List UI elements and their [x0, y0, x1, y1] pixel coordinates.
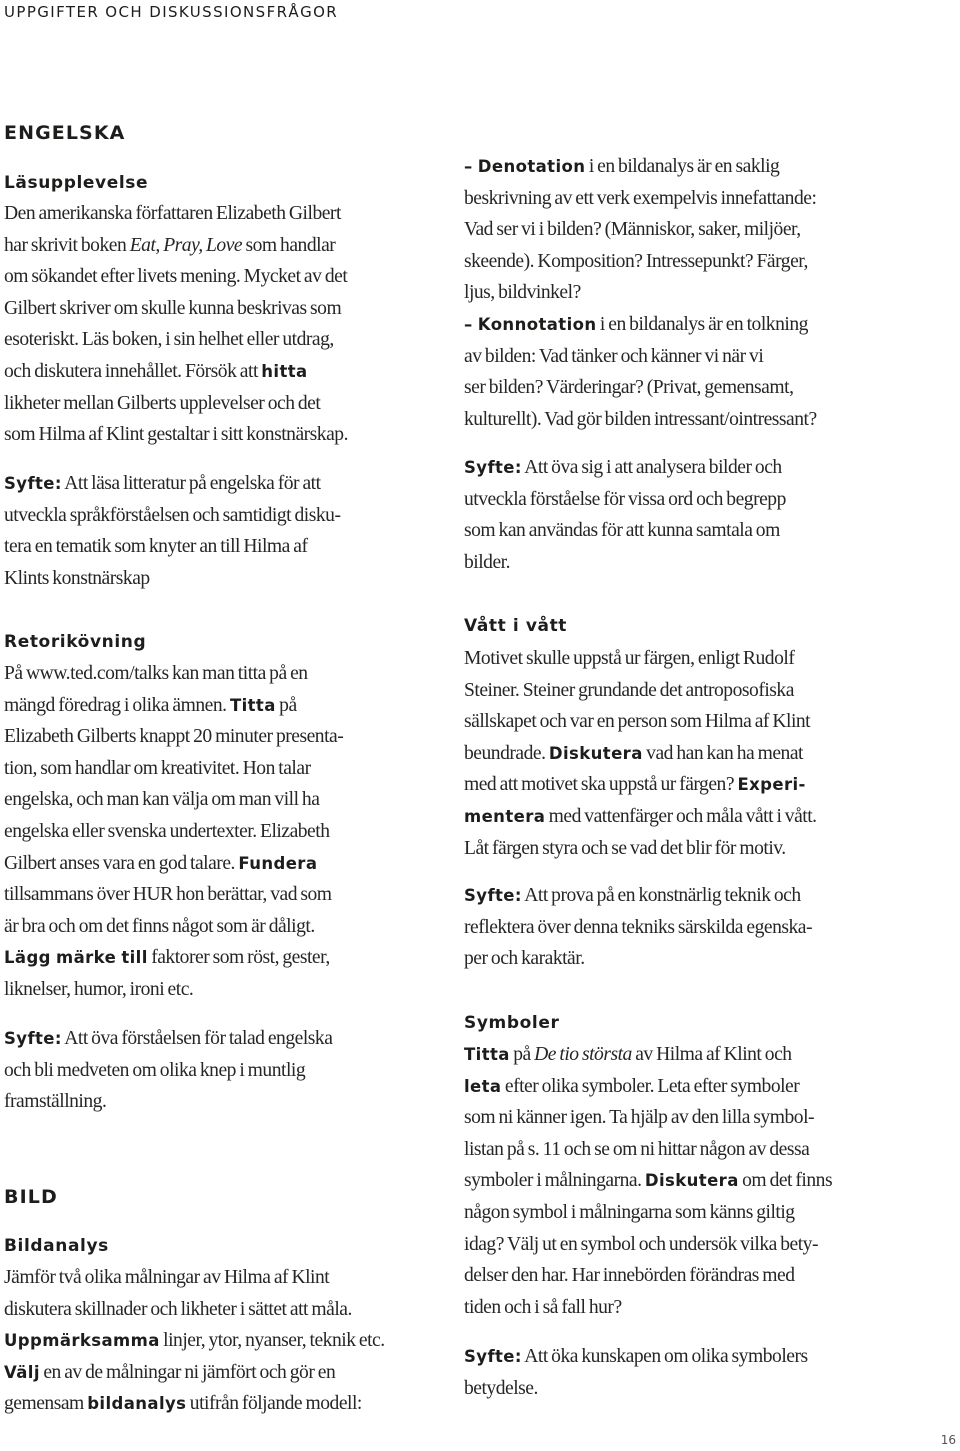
text-line: Låt färgen styra och se vad det blir för motiv.	[464, 837, 786, 859]
text-span: mängd föredrag i olika ämnen.	[4, 694, 230, 716]
text-line: ser bilden? Värderingar? (Privat, gemensamt,	[464, 377, 794, 399]
text-line: Motivet skulle uppstå ur färgen, enligt Rudolf	[464, 648, 795, 669]
text-line: som Hilma af Klint gestaltar i sitt konstnärskap.	[4, 424, 348, 446]
text-line: som kan användas för att kunna samtala om	[464, 520, 780, 542]
paragraph-syfte-2	[4, 1023, 434, 1118]
text-line: Elizabeth Gilberts knappt 20 minuter presenta-	[4, 726, 344, 748]
text-line	[464, 309, 904, 341]
text-span: faktorer som röst, gester,	[147, 947, 330, 969]
syfte-label: Syfte:	[464, 1347, 522, 1366]
text-line: ljus, bildvinkel?	[464, 282, 581, 304]
paragraph-syfte-5	[464, 1341, 904, 1404]
text-line	[4, 1357, 434, 1389]
text-span: beundrade.	[464, 742, 549, 764]
text-line	[464, 1071, 904, 1103]
text-span: i en bildanalys är en saklig	[585, 156, 780, 177]
text-span: på	[509, 1044, 535, 1065]
text-line: beskrivning av ett verk exempelvis innefattande:	[464, 187, 817, 209]
paragraph-retorik	[4, 658, 434, 1006]
keyword: bildanalys	[87, 1394, 187, 1414]
text-span: om det finns	[738, 1170, 833, 1192]
text-line: tiden och i så fall hur?	[464, 1296, 622, 1318]
text-line	[464, 452, 904, 484]
keyword: hitta	[261, 361, 308, 381]
text-span: vad han kan ha menat	[642, 742, 803, 764]
text-span: Att öka kunskapen om olika symbolers	[521, 1346, 808, 1367]
text-line: Den amerikanska författaren Elizabeth Gilbert	[4, 203, 341, 224]
syfte-label: Syfte:	[464, 886, 522, 905]
text-span: Att öva förståelsen för talad engelska	[61, 1028, 333, 1049]
text-line: reflektera över denna tekniks särskilda egenska-	[464, 916, 813, 938]
text-line: om sökandet efter livets mening. Mycket av det	[4, 266, 348, 288]
text-line: På www.ted.com/talks kan man titta på en	[4, 663, 308, 684]
text-line: listan på s. 11 och se om ni hittar någon av dessa	[464, 1138, 810, 1160]
text-line: sällskapet och var en person som Hilma af Klint	[464, 711, 811, 733]
keyword: Fundera	[238, 853, 318, 873]
text-span: Att prova på en konstnärlig teknik och	[521, 885, 801, 906]
text-line: tion, som handlar om kreativitet. Hon talar	[4, 757, 311, 779]
text-line	[464, 801, 904, 833]
text-line: skeende). Komposition? Intressepunkt? Färger,	[464, 250, 808, 272]
text-line: betydelse.	[464, 1377, 538, 1399]
syfte-label: Syfte:	[464, 458, 522, 477]
syfte-label: Syfte:	[4, 1029, 62, 1048]
text-span: en av de målningar ni jämfört och gör en	[39, 1361, 336, 1383]
keyword: – Denotation	[464, 157, 586, 176]
text-span: utifrån följande modell:	[186, 1393, 362, 1415]
keyword: Uppmärksamma	[4, 1331, 160, 1351]
text-span: med vattenfärger och måla vått i vått.	[545, 805, 817, 827]
text-line: esoteriskt. Läs boken, i sin helhet eller utdrag,	[4, 329, 334, 351]
text-line: engelska, och man kan välja om man vill ha	[4, 789, 320, 811]
text-line: och bli medveten om olika knep i muntlig	[4, 1059, 306, 1081]
text-line	[464, 1341, 904, 1373]
text-line: utveckla förståelse för vissa ord och begrepp	[464, 488, 786, 510]
paragraph-syfte-1	[4, 468, 434, 594]
text-line	[464, 880, 904, 912]
text-line	[464, 769, 904, 801]
text-line	[4, 356, 434, 388]
keyword: Titta	[464, 1045, 510, 1064]
text-span: har skrivit boken	[4, 234, 130, 256]
text-line	[4, 230, 434, 262]
subheading-symboler: Symboler	[464, 1013, 560, 1033]
text-line: diskutera skillnader och likheter i sättet att måla.	[4, 1298, 352, 1320]
text-span: Gilbert anses vara en god talare.	[4, 852, 239, 874]
text-line	[464, 1039, 904, 1071]
keyword: Titta	[229, 695, 276, 715]
subheading-retorikovning: Retorikövning	[4, 632, 147, 652]
text-line: som ni känner igen. Ta hjälp av den lilla symbol-	[464, 1107, 815, 1129]
paragraph-vatt-i-vatt	[464, 643, 904, 864]
text-line	[4, 848, 434, 880]
text-line: delser den har. Har innebörden förändras med	[464, 1265, 795, 1287]
paragraph-denotation	[464, 151, 904, 435]
text-line	[4, 1325, 434, 1357]
text-line: engelska eller svenska undertexter. Elizabeth	[4, 820, 330, 842]
text-line: kulturellt). Vad gör bilden intressant/ointressant?	[464, 408, 817, 430]
text-span: efter olika symboler. Leta efter symboler	[501, 1075, 800, 1097]
text-line	[464, 738, 904, 770]
page-number: 16	[940, 1433, 956, 1447]
text-span: som handlar	[242, 234, 336, 256]
text-span: linjer, ytor, nyanser, teknik etc.	[159, 1330, 385, 1352]
text-line: framställning.	[4, 1091, 107, 1113]
text-line	[4, 1023, 434, 1055]
text-span: med att motivet ska uppstå ur färgen?	[464, 774, 738, 796]
subheading-vatt-i-vatt: Vått i vått	[464, 616, 568, 636]
painting-title: De tio största	[534, 1044, 632, 1065]
text-line: någon symbol i målningarna som känns giltig	[464, 1201, 795, 1223]
text-line: Vad ser vi i bilden? (Människor, saker, miljöer,	[464, 219, 801, 241]
text-line: Steiner. Steiner grundande det antroposofiska	[464, 679, 794, 701]
text-span: på	[275, 694, 297, 716]
text-span: i en bildanalys är en tolkning	[596, 313, 808, 335]
subheading-lasupplevelse: Läsupplevelse	[4, 173, 149, 193]
text-span: Att läsa litteratur på engelska för att	[61, 473, 321, 494]
paragraph-bildanalys	[4, 1262, 434, 1420]
text-line: Klints konstnärskap	[4, 567, 150, 589]
text-line: liknelser, humor, ironi etc.	[4, 978, 194, 1000]
text-span: Att öva sig i att analysera bilder och	[521, 457, 782, 478]
keyword: Diskutera	[644, 1171, 739, 1191]
text-line: Gilbert skriver om skulle kunna beskrivas som	[4, 297, 342, 319]
syfte-label: Syfte:	[4, 474, 62, 493]
text-line	[4, 1388, 434, 1420]
book-title: Eat, Pray, Love	[129, 234, 243, 256]
keyword: leta	[464, 1076, 502, 1096]
text-line: utveckla språkförståelsen och samtidigt disku-	[4, 504, 341, 526]
text-span: symboler i målningarna.	[464, 1170, 645, 1192]
keyword: Experi-	[737, 775, 806, 795]
page-header: UPPGIFTER OCH DISKUSSIONSFRÅGOR	[4, 3, 339, 21]
text-line: bilder.	[464, 551, 511, 573]
paragraph-syfte-3	[464, 452, 904, 578]
text-line	[464, 1165, 904, 1197]
keyword: Lägg märke till	[4, 948, 148, 968]
text-line: Jämför två olika målningar av Hilma af Klint	[4, 1267, 330, 1288]
text-line	[4, 942, 434, 974]
keyword: Välj	[4, 1362, 40, 1382]
keyword: – Konnotation	[464, 314, 597, 334]
text-line: tera en tematik som knyter an till Hilma af	[4, 536, 308, 558]
section-heading-bild: BILD	[4, 1186, 58, 1208]
text-line: av bilden: Vad tänker och känner vi när vi	[464, 345, 764, 367]
section-heading-engelska: ENGELSKA	[4, 122, 126, 144]
text-line: tillsammans över HUR hon berättar, vad som	[4, 884, 332, 906]
text-line: idag? Välj ut en symbol och undersök vilka bety-	[464, 1233, 818, 1255]
text-line: likheter mellan Gilberts upplevelser och det	[4, 392, 321, 414]
keyword: Diskutera	[548, 743, 643, 763]
paragraph-symboler	[464, 1039, 904, 1323]
text-span: gemensam	[4, 1393, 88, 1415]
subheading-bildanalys: Bildanalys	[4, 1236, 109, 1256]
text-line	[464, 151, 904, 183]
paragraph-syfte-4	[464, 880, 904, 975]
text-line	[4, 690, 434, 722]
keyword: mentera	[464, 806, 546, 826]
text-line: är bra och om det finns något som är dåligt.	[4, 915, 315, 937]
text-line	[4, 468, 434, 500]
paragraph-lasupplevelse	[4, 198, 434, 451]
text-span: och diskutera innehållet. Försök att	[4, 360, 262, 382]
text-line: per och karaktär.	[464, 948, 585, 970]
text-span: av Hilma af Klint och	[631, 1044, 792, 1065]
